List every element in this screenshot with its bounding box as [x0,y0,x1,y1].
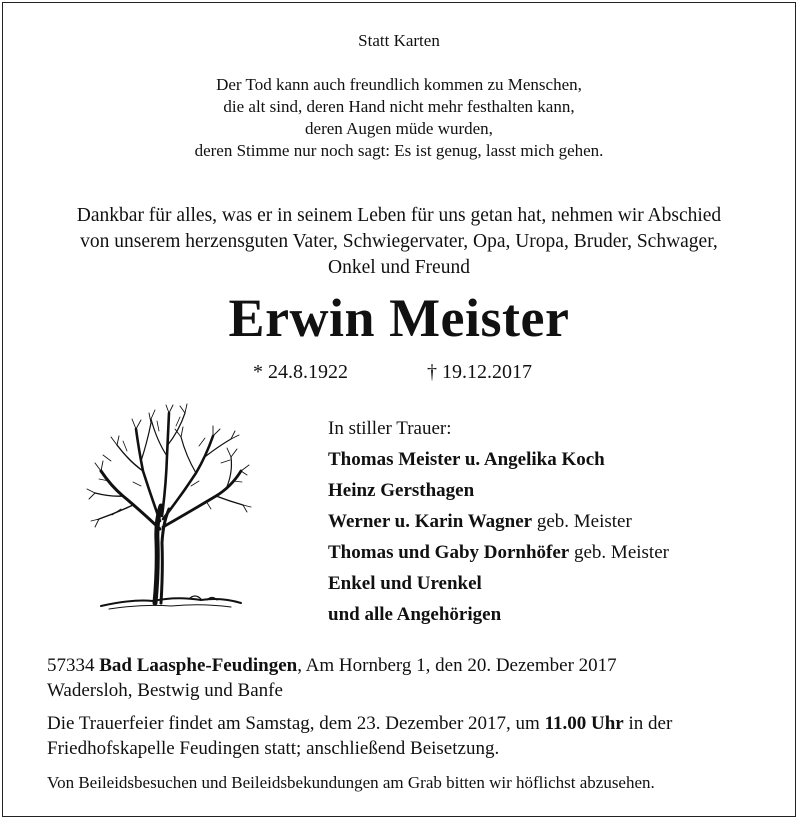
statt-karten: Statt Karten [358,31,440,50]
mourner-name: und alle Angehörigen [328,604,502,625]
poem-line: deren Augen müde wurden, [305,119,493,138]
mourner-row [328,475,669,506]
town: Bad Laasphe-Feudingen [99,655,298,676]
birth-date: * 24.8.1922 [253,361,348,383]
poem-line: Der Tod kann auch freundlich kommen zu Menschen, [216,75,582,94]
address-rest: , Am Hornberg 1, den 20. Dezember 2017 [297,655,617,676]
service-line [47,711,672,736]
postcode: 57334 [47,655,95,676]
mourner-name: Thomas Meister u. Angelika Koch [328,449,605,470]
mourner-name: Heinz Gersthagen [328,480,475,501]
tree-illustration [81,401,253,621]
address-line [47,653,617,678]
thanks-line: Onkel und Freund [328,257,470,278]
other-places: Wadersloh, Bestwig und Banfe [47,680,283,701]
poem-line: deren Stimme nur noch sagt: Es ist genug, lasst mich gehen. [194,141,604,160]
mourner-row [328,506,669,537]
thanks-line: Dankbar für alles, was er in seinem Leben für uns getan hat, nehmen wir Abschied [76,205,722,226]
mourner-suffix: geb. Meister [532,511,632,532]
thanks-line: von unserem herzensguten Vater, Schwiegervater, Opa, Uropa, Bruder, Schwager, [80,231,718,252]
poem-line: die alt sind, deren Hand nicht mehr festhalten kann, [223,97,575,116]
obituary-notice [2,2,796,817]
deceased-name: Erwin Meister [228,288,570,348]
service-line: Friedhofskapelle Feudingen statt; anschließend Beisetzung. [47,738,500,759]
mourner-row [328,599,669,630]
mourner-row [328,568,669,599]
service-info [47,711,672,761]
mourner-row [328,444,669,475]
mourner-name: Enkel und Urenkel [328,573,482,594]
mourners-intro: In stiller Trauer: [328,418,452,439]
condolence-note: Von Beileidsbesuchen und Beileidsbekundungen am Grab bitten wir höflichst abzusehen. [47,773,655,792]
thanks-paragraph [3,203,795,281]
mourners-list [328,413,669,630]
service-time: 11.00 Uhr [544,713,624,734]
service-text: in der [623,713,673,734]
service-text: Die Trauerfeier findet am Samstag, dem 23. Dezember 2017, um [47,713,545,734]
mourner-suffix: geb. Meister [569,542,669,563]
mourner-name: Werner u. Karin Wagner [328,511,533,532]
poem [3,74,795,162]
address-block [47,653,617,703]
death-date: † 19.12.2017 [427,361,532,383]
mourner-row [328,537,669,568]
mourner-name: Thomas und Gaby Dornhöfer [328,542,570,563]
